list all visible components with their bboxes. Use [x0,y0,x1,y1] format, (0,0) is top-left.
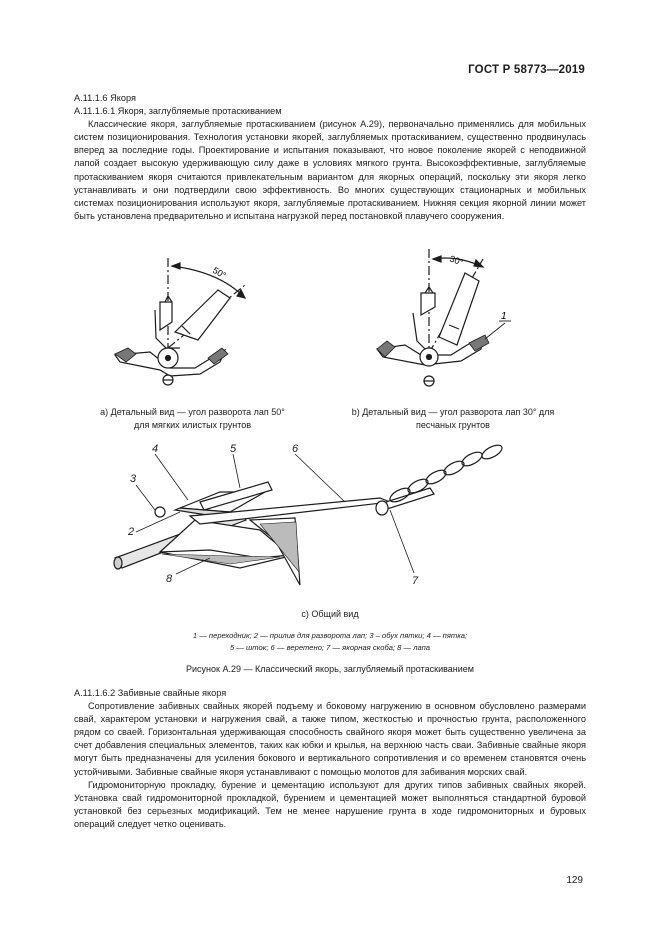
paragraph-drag-anchors: Классические якоря, заглубляемые протаскиванием (рисунок А.29), первоначально применялись для мобильных систем позиционирования. Технология установки якорей, заглубляемых протаскиванием, существенно продвинулась вперед за последние годы. Проектирование и испытания показывают, что новое поколение якорей с неподвижной лапой создает высокую удерживающую силу даже в условиях мягкого грунта. Высокоэффективные, заглубляемые протаскиванием якоря считаются привлекательным вариантом для якорных операций, поскольку эти якоря легко устанавливать и они подтвердили свою эффективность. Во многих существующих стационарных и мобильных системах позиционирования используют якоря, заглубляемые протаскиванием. Нижняя секция якорной линии может быть установлена предварительно и испытана нагрузкой перед постановкой плавучего сооружения. [74,119,586,221]
shank-stub [421,293,435,315]
section-anchors [74,92,586,223]
fluke-arm [439,273,479,345]
anchor-shackle [376,501,388,515]
fluke-arm [175,290,230,340]
caption-line: а) Детальный вид — угол разворота лап 50° [100,407,285,417]
callout-label: 5 [230,443,237,455]
caption-detail-b [318,406,588,431]
standard-code: ГОСТ Р 58773—2019 [468,64,585,76]
page-number: 129 [566,875,583,886]
figure-detail-a [100,250,280,400]
figure-title: Рисунок А.29 — Классический якорь, заглубляемый протаскиванием [186,664,474,674]
legend-line: 5 — шток; 6 — веретено; 7 — якорная скоба; 8 — лапа [229,643,431,652]
figure-detail-b [365,245,545,395]
callout-label: 3 [130,473,137,485]
heading-anchors: А.11.1.6 Якоря [74,93,136,103]
callout-label: 8 [166,573,173,585]
callout-leader [485,323,505,339]
paragraph-pile-anchors-1: Сопротивление забивных свайных якорей подъему и боковому нагружению в основном обусловлено размерами свай, характером установки и нагружения свай, а также типом, жесткостью и прочностью грунта, расположенного рядом со сваей. Горизонтальная удерживающая способность свайного якоря может быть существенно увеличена за счет добавления специальных элементов, таких как юбки и крылья, на верхнюю часть сваи. Забивные свайные якоря могут быть предназначены для усиления бокового и вертикального сопротивления и со временем становятся очень устойчивыми. Забивные свайные якоря устанавливают с помощью молотов для забивания морских свай. [74,701,586,777]
paragraph-pile-anchors-2: Гидромониторную прокладку, бурение и цементацию используют для других типов забивных свайных якорей. Установка свай гидромониторной прокладкой, бурением и цементацией может выполняться стандартной буровой установкой без серьезных модификаций. Тем не менее нарушение грунта в ходе гидромониторных и буровых операций следует четко оценивать. [74,779,586,829]
callout-label: 4 [152,443,159,455]
caption-line: для мягких илистых грунтов [133,419,252,430]
figure-legend [74,630,586,654]
caption-general-view: с) Общий вид [301,609,359,619]
heading-pile-anchors: А.11.1.6.2 Забивные свайные якоря [74,688,227,698]
angle-label: 30° [448,253,465,268]
section-pile-anchors [74,687,586,831]
callout-label: 1 [501,311,507,322]
figure-general-view [100,440,550,600]
callout-label: 6 [292,443,299,455]
callout-label: 2 [128,526,135,538]
shank-stub [160,302,172,330]
caption-line: b) Детальный вид — угол разворота лап 30° для [351,407,555,417]
heel-eye [155,507,165,517]
caption-line: песчаных грунтов [416,419,490,430]
callout-label: 7 [412,575,419,587]
angle-label: 50° [211,265,228,281]
chain-link [480,442,504,461]
legend-line: 1 — переходник; 2 — прилив для разворота лап; 3 – обух пятки; 4 — пятка; [192,631,468,640]
heading-drag-anchors: А.11.1.6.1 Якоря, заглубляемые протаскиванием [74,106,282,117]
caption-detail-a [70,406,315,431]
